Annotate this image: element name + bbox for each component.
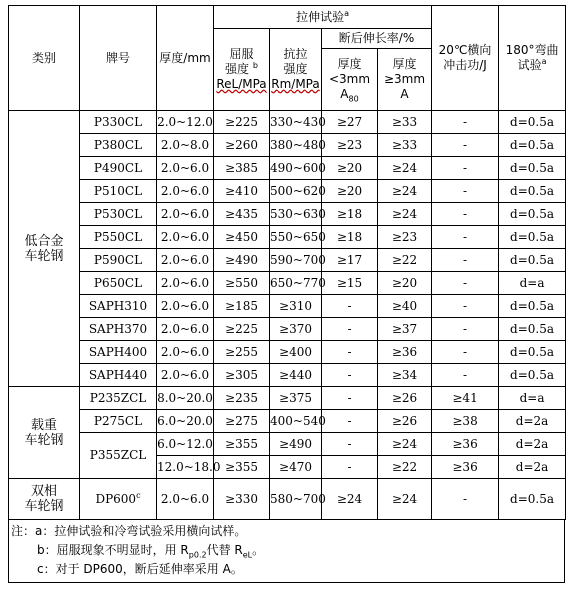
bend-cell: d=0.5a <box>499 157 566 180</box>
bend-cell: d=0.5a <box>499 479 566 520</box>
bend-cell: d=0.5a <box>499 134 566 157</box>
grade-text: SAPH370 <box>88 321 148 336</box>
yield-cell: ≥225 <box>214 318 270 341</box>
a80-cell: ≥23 <box>322 134 378 157</box>
grade-cell <box>80 318 157 341</box>
a80-cell: ≥18 <box>322 226 378 249</box>
thickness-cell: 2.0~6.0 <box>157 295 214 318</box>
grade-cell <box>80 387 157 410</box>
grade-cell <box>80 479 157 520</box>
table-row <box>9 341 566 364</box>
bend-cell: d=2a <box>499 433 566 456</box>
bend-cell: d=0.5a <box>499 249 566 272</box>
header-row-1 <box>9 6 566 29</box>
bend-cell: d=a <box>499 387 566 410</box>
bend-cell: d=0.5a <box>499 111 566 134</box>
table-row <box>9 203 566 226</box>
grade-text: P530CL <box>93 206 143 221</box>
bend-cell: d=2a <box>499 456 566 479</box>
yield-cell: ≥490 <box>214 249 270 272</box>
grade-cell <box>80 295 157 318</box>
table-row <box>9 433 566 456</box>
grade-cell <box>80 111 157 134</box>
grade-cell <box>80 249 157 272</box>
thickness-cell: 12.0~18.0 <box>157 456 214 479</box>
table-row <box>9 249 566 272</box>
grade-text: P590CL <box>93 252 143 267</box>
tensile-cell: ≥470 <box>270 456 322 479</box>
tensile-cell: 590~700 <box>270 249 322 272</box>
impact-cell: ≥36 <box>432 456 499 479</box>
yield-cell: ≥550 <box>214 272 270 295</box>
yield-cell: ≥385 <box>214 157 270 180</box>
table-row <box>9 180 566 203</box>
tensile-cell: 530~630 <box>270 203 322 226</box>
category-line: 载重 <box>30 417 57 433</box>
bend-cell: d=0.5a <box>499 318 566 341</box>
category-cell <box>9 479 80 520</box>
a-cell: ≥23 <box>378 226 432 249</box>
bend-cell: d=0.5a <box>499 203 566 226</box>
a-cell: ≥26 <box>378 410 432 433</box>
a-cell: ≥22 <box>378 249 432 272</box>
grade-text: P380CL <box>93 137 143 152</box>
a-cell: ≥24 <box>378 433 432 456</box>
a80-cell: - <box>322 364 378 387</box>
bend-cell: d=0.5a <box>499 364 566 387</box>
grade-text: P330CL <box>93 114 143 129</box>
tensile-cell: ≥400 <box>270 341 322 364</box>
table-row <box>9 364 566 387</box>
impact-cell: - <box>432 157 499 180</box>
header-grade: 牌号 <box>80 6 157 111</box>
spec-document <box>8 5 565 583</box>
thickness-cell: 2.0~8.0 <box>157 134 214 157</box>
thickness-cell: 2.0~6.0 <box>157 272 214 295</box>
table-row <box>9 111 566 134</box>
grade-cell <box>80 180 157 203</box>
grade-text: SAPH440 <box>88 367 148 382</box>
bend-cell: d=0.5a <box>499 341 566 364</box>
grade-text: SAPH400 <box>88 344 148 359</box>
a-cell: ≥33 <box>378 134 432 157</box>
yield-cell: ≥355 <box>214 433 270 456</box>
header-category: 类别 <box>9 6 80 111</box>
thickness-cell: 2.0~6.0 <box>157 157 214 180</box>
impact-cell: - <box>432 272 499 295</box>
a-cell: ≥24 <box>378 157 432 180</box>
category-line: 低合金 <box>24 233 64 249</box>
a-cell: ≥40 <box>378 295 432 318</box>
thickness-cell: 2.0~6.0 <box>157 341 214 364</box>
header-elong-a80: 厚度 <3mm $A_{80}$ <box>322 49 378 111</box>
note-a: 注：a：拉伸试验和冷弯试验采用横向试样。 <box>11 524 247 538</box>
header-bend: 180°弯曲 试验$^a$ <box>499 6 566 111</box>
grade-text: P510CL <box>93 183 143 198</box>
a80-cell: ≥27 <box>322 111 378 134</box>
impact-cell: - <box>432 295 499 318</box>
category-line: 车轮钢 <box>24 499 64 514</box>
yield-cell: ≥235 <box>214 387 270 410</box>
tensile-cell: 330~430 <box>270 111 322 134</box>
yield-cell: ≥355 <box>214 456 270 479</box>
table-row <box>9 479 566 520</box>
impact-cell: - <box>432 226 499 249</box>
grade-cell <box>80 364 157 387</box>
tensile-cell: 490~600 <box>270 157 322 180</box>
a-cell: ≥20 <box>378 272 432 295</box>
header-thickness: 厚度/mm <box>157 6 214 111</box>
a-cell: ≥26 <box>378 387 432 410</box>
tensile-cell: ≥375 <box>270 387 322 410</box>
bend-cell: d=0.5a <box>499 295 566 318</box>
impact-cell: - <box>432 479 499 520</box>
table-row <box>9 134 566 157</box>
grade-text: P235ZCL <box>89 390 147 405</box>
header-yield: 屈服 强度 $^b$ ReL/MPa <box>214 29 270 111</box>
thickness-cell: 2.0~6.0 <box>157 479 214 520</box>
tensile-cell: ≥440 <box>270 364 322 387</box>
impact-cell: - <box>432 364 499 387</box>
impact-cell: - <box>432 111 499 134</box>
steel-spec-table <box>8 5 566 520</box>
impact-cell: ≥38 <box>432 410 499 433</box>
thickness-cell: 6.0~12.0 <box>157 433 214 456</box>
tensile-cell: ≥310 <box>270 295 322 318</box>
tensile-cell: 580~700 <box>270 479 322 520</box>
grade-text: DP600 <box>95 491 137 506</box>
a80-cell: - <box>322 456 378 479</box>
table-row <box>9 318 566 341</box>
category-line: 双相 <box>30 484 57 499</box>
yield-cell: ≥260 <box>214 134 270 157</box>
category-cell <box>9 387 80 479</box>
grade-cell <box>80 272 157 295</box>
yield-cell: ≥255 <box>214 341 270 364</box>
grade-text: SAPH310 <box>88 298 148 313</box>
grade-cell <box>80 433 157 479</box>
thickness-cell: 2.0~6.0 <box>157 203 214 226</box>
impact-cell: - <box>432 203 499 226</box>
a80-cell: - <box>322 318 378 341</box>
table-row <box>9 410 566 433</box>
a-cell: ≥22 <box>378 456 432 479</box>
category-line: 车轮钢 <box>24 248 64 264</box>
a-cell: ≥24 <box>378 180 432 203</box>
grade-cell <box>80 410 157 433</box>
impact-cell: - <box>432 180 499 203</box>
tensile-cell: 500~620 <box>270 180 322 203</box>
yield-cell: ≥305 <box>214 364 270 387</box>
grade-note: c <box>136 490 141 500</box>
yield-cell: ≥410 <box>214 180 270 203</box>
table-notes <box>8 520 565 583</box>
a80-cell: ≥18 <box>322 203 378 226</box>
a80-cell: ≥20 <box>322 180 378 203</box>
bend-cell: d=a <box>499 272 566 295</box>
grade-cell <box>80 226 157 249</box>
header-tensile-test: 拉伸试验$^a$ <box>214 6 432 29</box>
header-impact: 20℃横向 冲击功/J <box>432 6 499 111</box>
impact-cell: - <box>432 341 499 364</box>
a-cell: ≥33 <box>378 111 432 134</box>
a-cell: ≥36 <box>378 341 432 364</box>
grade-cell <box>80 134 157 157</box>
thickness-cell: 2.0~12.0 <box>157 111 214 134</box>
impact-cell: - <box>432 134 499 157</box>
note-c: c：对于 DP600，断后延伸率采用 A。 <box>37 562 243 576</box>
a80-cell: ≥15 <box>322 272 378 295</box>
yield-cell: ≥330 <box>214 479 270 520</box>
a-cell: ≥24 <box>378 203 432 226</box>
header-tensile-strength: 抗拉 强度 Rm/MPa <box>270 29 322 111</box>
thickness-cell: 2.0~6.0 <box>157 318 214 341</box>
grade-text: P490CL <box>93 160 143 175</box>
a80-cell: ≥24 <box>322 479 378 520</box>
thickness-cell: 8.0~20.0 <box>157 387 214 410</box>
bend-cell: d=2a <box>499 410 566 433</box>
tensile-cell: ≥490 <box>270 433 322 456</box>
thickness-cell: 2.0~6.0 <box>157 364 214 387</box>
yield-cell: ≥185 <box>214 295 270 318</box>
grade-text: P650CL <box>93 275 143 290</box>
tensile-cell: 400~540 <box>270 410 322 433</box>
table-row <box>9 387 566 410</box>
a80-cell: - <box>322 410 378 433</box>
yield-cell: ≥435 <box>214 203 270 226</box>
thickness-cell: 2.0~6.0 <box>157 249 214 272</box>
thickness-cell: 2.0~6.0 <box>157 180 214 203</box>
impact-cell: ≥41 <box>432 387 499 410</box>
a80-cell: - <box>322 433 378 456</box>
a80-cell: - <box>322 341 378 364</box>
grade-cell <box>80 157 157 180</box>
a-cell: ≥24 <box>378 479 432 520</box>
category-line: 车轮钢 <box>24 432 64 448</box>
yield-cell: ≥275 <box>214 410 270 433</box>
category-cell <box>9 111 80 387</box>
header-elong-a: 厚度 ≥3mm A <box>378 49 432 111</box>
bend-cell: d=0.5a <box>499 226 566 249</box>
tensile-cell: ≥370 <box>270 318 322 341</box>
grade-text: P275CL <box>93 413 143 428</box>
a80-cell: - <box>322 295 378 318</box>
a80-cell: - <box>322 387 378 410</box>
tensile-cell: 380~480 <box>270 134 322 157</box>
table-row <box>9 226 566 249</box>
table-row <box>9 157 566 180</box>
tensile-cell: 650~770 <box>270 272 322 295</box>
table-row <box>9 272 566 295</box>
grade-text: P355ZCL <box>89 448 147 462</box>
a-cell: ≥34 <box>378 364 432 387</box>
a-cell: ≥37 <box>378 318 432 341</box>
bend-cell: d=0.5a <box>499 180 566 203</box>
impact-cell: ≥36 <box>432 433 499 456</box>
tensile-cell: 550~650 <box>270 226 322 249</box>
a80-cell: ≥20 <box>322 157 378 180</box>
yield-cell: ≥225 <box>214 111 270 134</box>
impact-cell: - <box>432 318 499 341</box>
yield-cell: ≥450 <box>214 226 270 249</box>
table-row <box>9 295 566 318</box>
note-b: b：屈服现象不明显时，用 $R_{p0.2}$代替 $R_{eL}$。 <box>37 543 265 560</box>
grade-cell <box>80 203 157 226</box>
grade-cell <box>80 341 157 364</box>
thickness-cell: 2.0~6.0 <box>157 226 214 249</box>
grade-text: P550CL <box>93 229 143 244</box>
thickness-cell: 6.0~20.0 <box>157 410 214 433</box>
impact-cell: - <box>432 249 499 272</box>
a80-cell: ≥17 <box>322 249 378 272</box>
table-body <box>9 111 566 520</box>
header-elongation: 断后伸长率/% <box>322 29 432 49</box>
